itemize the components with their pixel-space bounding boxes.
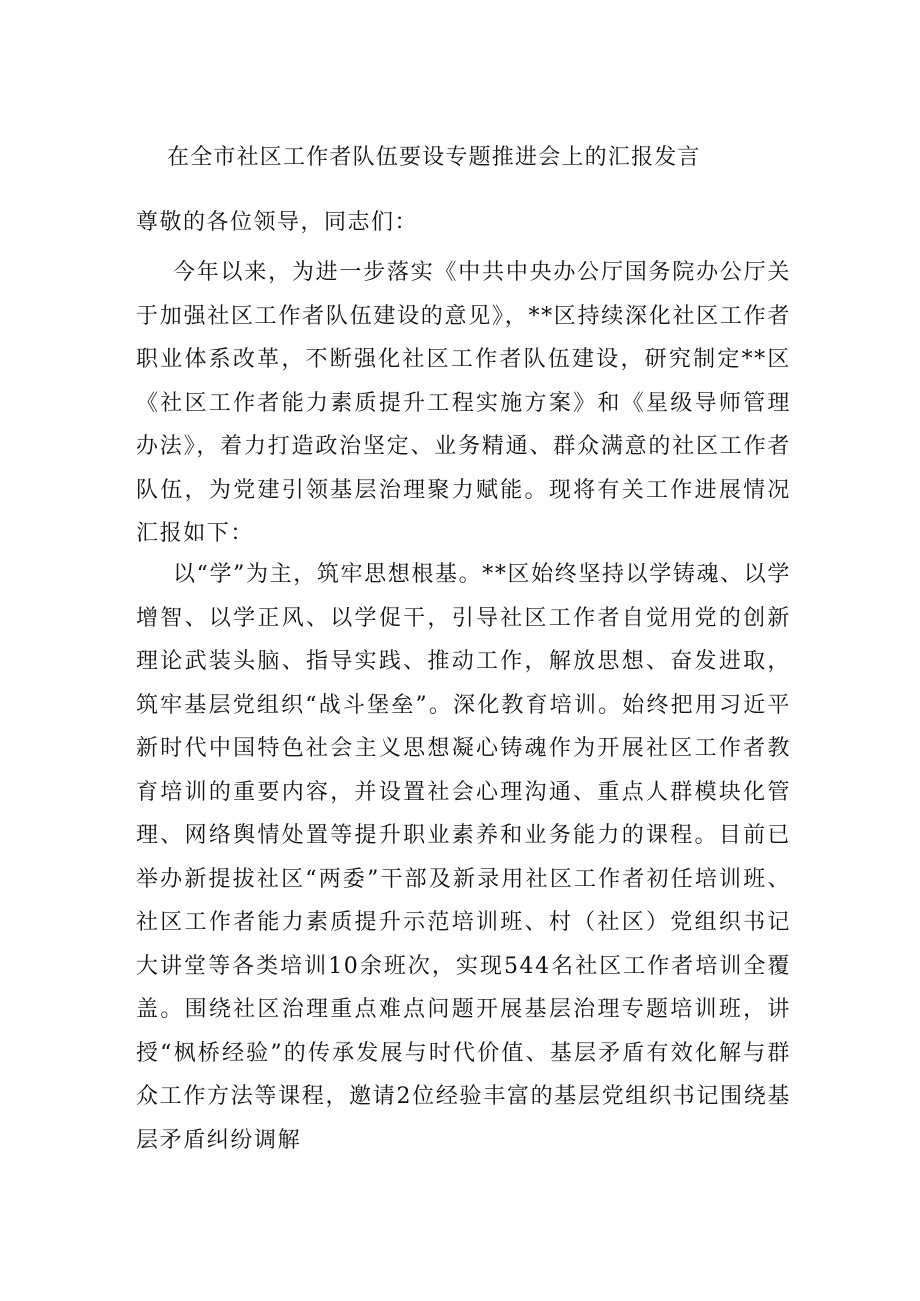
paragraph-intro: 今年以来，为进一步落实《中共中央办公厅国务院办公厅关于加强社区工作者队伍建设的意见》，**区持续深化社区工作者职业体系改革，不断强化社区工作者队伍建设，研究制定**区《社区工作者能力素质提升工程实施方案》和《星级导师管理办法》，着力打造政治坚定、业务精通、群众满意的社区工作者队伍，为党建引领基层治理聚力赋能。现将有关工作进展情况汇报如下：	[136, 260, 791, 546]
paragraph-study: 以“学”为主，筑牢思想根基。**区始终坚持以学铸魂、以学增智、以学正风、以学促干，引导社区工作者自觉用党的创新理论武装头脑、指导实践、推动工作，解放思想、奋发进取，筑牢基层党组织“战斗堡垒”。深化教育培训。始终把用习近平新时代中国特色社会主义思想凝心铸魂作为开展社区工作者教育培训的重要内容，并设置社会心理沟通、重点人群模块化管理、网络舆情处置等提升职业素养和业务能力的课程。目前已举办新提拔社区“两委”干部及新录用社区工作者初任培训班、社区工作者能力素质提升示范培训班、村（社区）党组织书记大讲堂等各类培训10余班次，实现544名社区工作者培训全覆盖。围绕社区治理重点难点问题开展基层治理专题培训班，讲授“枫桥经验”的传承发展与时代价值、基层矛盾有效化解与群众工作方法等课程，邀请2位经验丰富的基层党组织书记围绕基层矛盾纠纷调解	[136, 562, 791, 1153]
document-title: 在全市社区工作者队伍要设专题推进会上的汇报发言	[167, 145, 701, 170]
salutation: 尊敬的各位领导，同志们：	[136, 210, 419, 235]
